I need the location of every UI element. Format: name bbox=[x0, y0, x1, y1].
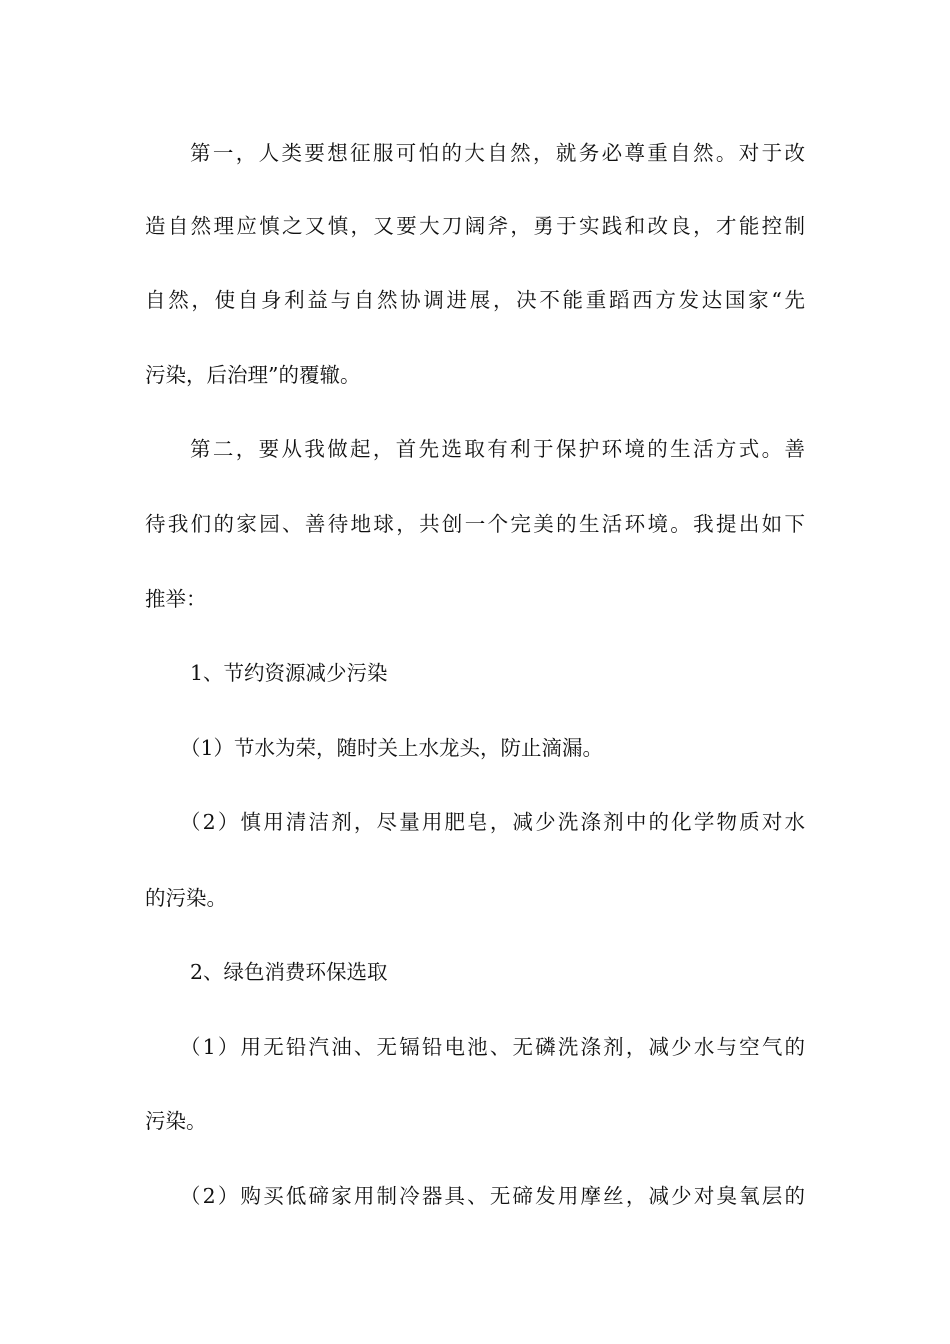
list-item-2-1-line-1: （1）用无铅汽油、无镉铅电池、无磷洗涤剂，减少水与空气的 bbox=[180, 1035, 805, 1059]
paragraph-1-line-1: 第一，人类要想征服可怕的大自然，就务必尊重自然。对于改 bbox=[190, 141, 805, 165]
paragraph-1-line-2: 造自然理应慎之又慎，又要大刀阔斧，勇于实践和改良，才能控制 bbox=[145, 214, 805, 238]
paragraph-2-line-1: 第二，要从我做起，首先选取有利于保护环境的生活方式。善 bbox=[190, 437, 805, 461]
list-item-2-1-line-2: 污染。 bbox=[145, 1109, 207, 1133]
list-heading-1: 1、节约资源减少污染 bbox=[190, 661, 388, 685]
list-item-1-2-line-1: （2）慎用清洁剂，尽量用肥皂，减少洗涤剂中的化学物质对水 bbox=[180, 810, 805, 834]
paragraph-2-line-2: 待我们的家园、善待地球，共创一个完美的生活环境。我提出如下 bbox=[145, 512, 805, 536]
list-item-1-1: （1）节水为荣，随时关上水龙头，防止滴漏。 bbox=[180, 736, 604, 760]
paragraph-1-line-4: 污染，后治理”的覆辙。 bbox=[145, 363, 361, 387]
list-item-2-2-line-1: （2）购买低碲家用制冷器具、无碲发用摩丝，减少对臭氧层的 bbox=[180, 1184, 805, 1208]
list-heading-2: 2、绿色消费环保选取 bbox=[190, 960, 388, 984]
list-item-1-2-line-2: 的污染。 bbox=[145, 886, 227, 910]
paragraph-2-line-3: 推举： bbox=[145, 587, 207, 611]
paragraph-1-line-3: 自然，使自身利益与自然协调进展，决不能重蹈西方发达国家“先 bbox=[145, 288, 805, 312]
